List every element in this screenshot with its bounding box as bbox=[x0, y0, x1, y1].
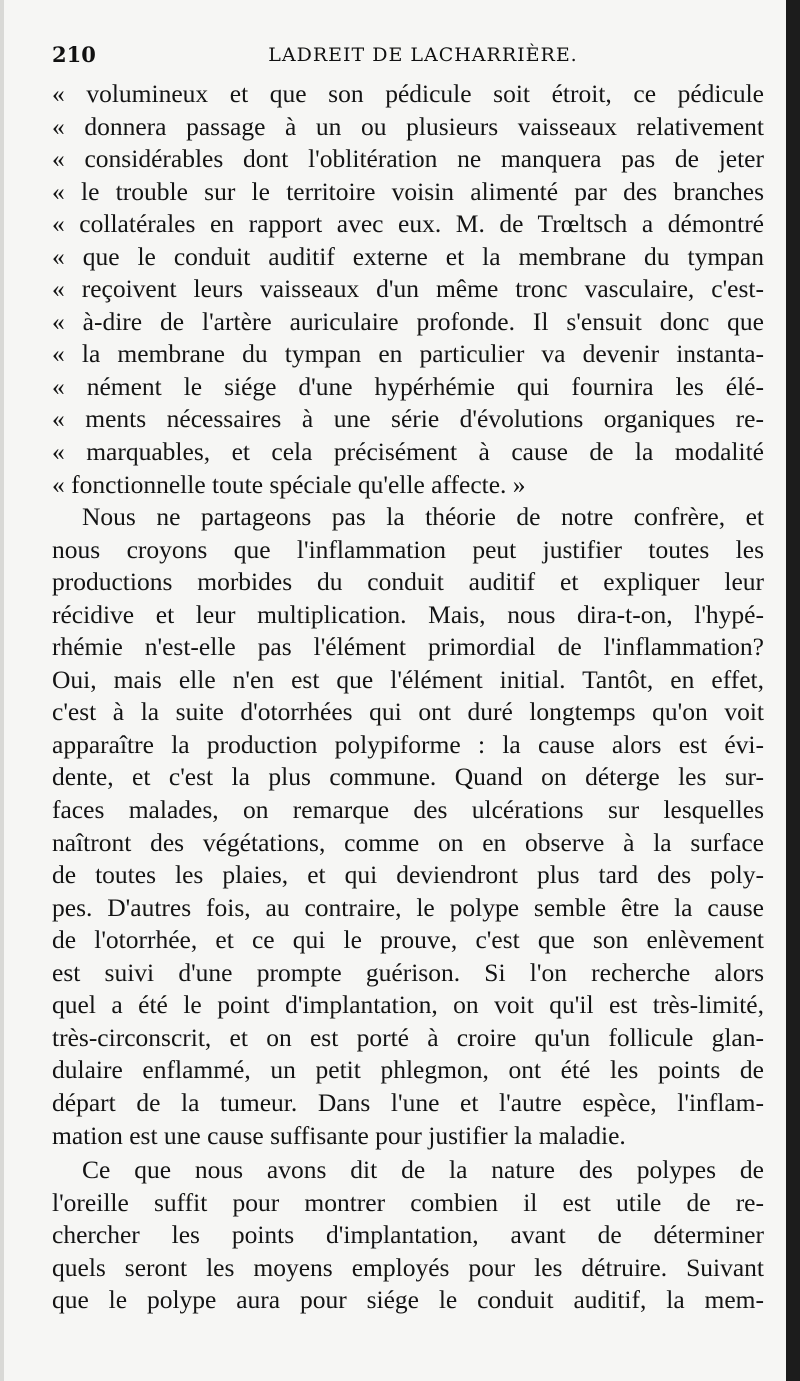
text-line: « à-dire de l'artère auriculaire profonde. Il s'ensuit donc que bbox=[52, 306, 764, 336]
text-line: « volumineux et que son pédicule soit étroit, ce pédicule bbox=[52, 79, 764, 108]
text-line: « fonctionnelle toute spéciale qu'elle affecte. » bbox=[52, 469, 526, 499]
text-line: rhémie n'est-elle pas l'élément primordial de l'inflammation? bbox=[52, 632, 764, 662]
text-line: nous croyons que l'inflammation peut justifier toutes les bbox=[52, 534, 764, 564]
text-line: « reçoivent leurs vaisseaux d'un même tronc vasculaire, c'est- bbox=[52, 274, 764, 304]
text-line: de l'otorrhée, et ce qui le prouve, c'est que son enlèvement bbox=[52, 925, 764, 955]
text-line: récidive et leur multiplication. Mais, nous dira-t-on, l'hypé- bbox=[52, 599, 764, 629]
text-line: faces malades, on remarque des ulcérations sur lesquelles bbox=[52, 795, 764, 825]
text-line: c'est à la suite d'otorrhées qui ont duré longtemps qu'on voit bbox=[52, 697, 764, 727]
text-line: « donnera passage à un ou plusieurs vaisseaux relativement bbox=[52, 111, 764, 141]
text-line: apparaître la production polypiforme : la cause alors est évi- bbox=[52, 729, 764, 759]
text-line: que le polype aura pour siége le conduit auditif, la mem- bbox=[52, 1285, 764, 1315]
text-line: pes. D'autres fois, au contraire, le polype semble être la cause bbox=[52, 892, 764, 922]
text-line: l'oreille suffit pour montrer combien il est utile de re- bbox=[52, 1187, 764, 1217]
text-line: « marquables, et cela précisément à cause de la modalité bbox=[52, 437, 764, 467]
page-header bbox=[52, 42, 764, 72]
text-line: est suivi d'une prompte guérison. Si l'on recherche alors bbox=[52, 957, 764, 987]
running-head: LADREIT DE LACHARRIÈRE. bbox=[268, 44, 578, 66]
text-line: « le trouble sur le territoire voisin alimenté par des branches bbox=[52, 176, 764, 206]
paragraph-quote bbox=[52, 78, 764, 501]
text-line: chercher les points d'implantation, avant de déterminer bbox=[52, 1220, 764, 1250]
text-line: productions morbides du conduit auditif et expliquer leur bbox=[52, 567, 764, 597]
text-line: de toutes les plaies, et qui deviendront plus tard des poly- bbox=[52, 860, 764, 890]
text-line: « la membrane du tympan en particulier va devenir instanta- bbox=[52, 339, 764, 369]
text-line: quels seront les moyens employés pour les détruire. Suivant bbox=[52, 1252, 764, 1282]
text-line: naîtront des végétations, comme on en observe à la surface bbox=[52, 827, 764, 857]
body-text bbox=[52, 78, 764, 1317]
text-line: mation est une cause suffisante pour justifier la maladie. bbox=[52, 1120, 626, 1150]
text-line: dente, et c'est la plus commune. Quand on déterge les sur- bbox=[52, 762, 764, 792]
text-line: Ce que nous avons dit de la nature des polypes de bbox=[82, 1155, 764, 1185]
text-line: départ de la tumeur. Dans l'une et l'autre espèce, l'inflam- bbox=[52, 1087, 764, 1117]
text-line: quel a été le point d'implantation, on voit qu'il est très-limité, bbox=[52, 990, 764, 1020]
text-line: « collatérales en rapport avec eux. M. de Trœltsch a démontré bbox=[52, 209, 764, 239]
page-number: 210 bbox=[52, 42, 96, 67]
paragraph-implantation bbox=[52, 1154, 764, 1317]
text-line: Oui, mais elle n'en est que l'élément initial. Tantôt, en effet, bbox=[52, 664, 764, 694]
text-line: Nous ne partageons pas la théorie de notre confrère, et bbox=[82, 502, 764, 532]
text-line: dulaire enflammé, un petit phlegmon, ont été les points de bbox=[52, 1055, 764, 1085]
text-line: « ments nécessaires à une série d'évolutions organiques re- bbox=[52, 404, 764, 434]
text-line: « nément le siége d'une hypérhémie qui fournira les élé- bbox=[52, 371, 764, 401]
text-line: « considérables dont l'oblitération ne manquera pas de jeter bbox=[52, 144, 764, 174]
paragraph-discussion bbox=[52, 501, 764, 1152]
text-line: très-circonscrit, et on est porté à croire qu'un follicule glan- bbox=[52, 1022, 764, 1052]
text-line: « que le conduit auditif externe et la membrane du tympan bbox=[52, 241, 764, 271]
